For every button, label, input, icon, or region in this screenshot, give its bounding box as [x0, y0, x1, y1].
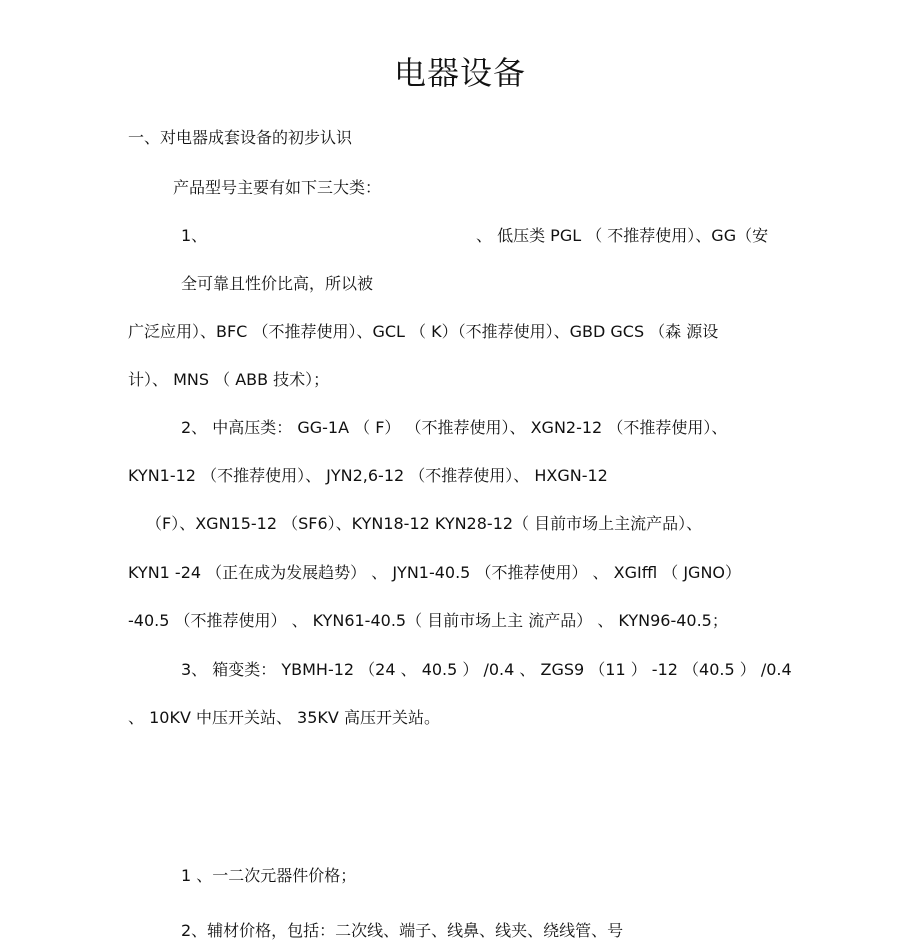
document-title: 电器设备 [393, 54, 526, 92]
item3-line2: 、 10KV 中压开关站、 35KV 高压开关站。 [128, 708, 440, 727]
item1-line1-text: 、 低压类 PGL （ 不推荐使用）、GG（安 [476, 226, 769, 245]
item2-line3: （F）、XGN15-12 （SF6）、KYN18-12 KYN28-12（ 目前市场上主流产品）、 [146, 514, 703, 533]
item1-line3: 广泛应用）、BFC （不推荐使用）、GCL （ K）（不推荐使用）、GBD GCS （森 源设 [128, 322, 719, 341]
item2-line2: KYN1-12 （不推荐使用）、 JYN2,6-12 （不推荐使用）、 HXGN-12 [128, 466, 608, 485]
item2-line4: KYN1 -24 （正在成为发展趋势） 、 JYN1-40.5 （不推荐使用） 、 XGIffl （ JGNO） [128, 563, 742, 582]
item2-line5: -40.5 （不推荐使用） 、 KYN61-40.5（ 目前市场上主 流产品） 、 KYN96-40.5； [128, 611, 728, 630]
item3-line1: 3、 箱变类： YBMH-12 （24 、 40.5 ） /0.4 、 ZGS9 （11 ） -12 （40.5 ） /0.4 [181, 660, 792, 679]
item1-line2: 全可靠且性价比高，所以被 [181, 274, 374, 293]
intro-paragraph: 产品型号主要有如下三大类： [173, 178, 382, 197]
price-item2: 2、辅材价格，包括：二次线、端子、线鼻、线夹、绕线管、号 [181, 921, 624, 940]
price-item1: 1 、一二次元器件价格； [181, 866, 357, 885]
item2-line1: 2、 中高压类： GG-1A （ F） （不推荐使用）、 XGN2-12 （不推荐使用）、 [181, 418, 728, 437]
item1-number: 1、 [181, 226, 208, 245]
section-heading: 一、对电器成套设备的初步认识 [128, 128, 353, 147]
item1-line4: 计）、 MNS （ ABB 技术）； [128, 370, 330, 389]
